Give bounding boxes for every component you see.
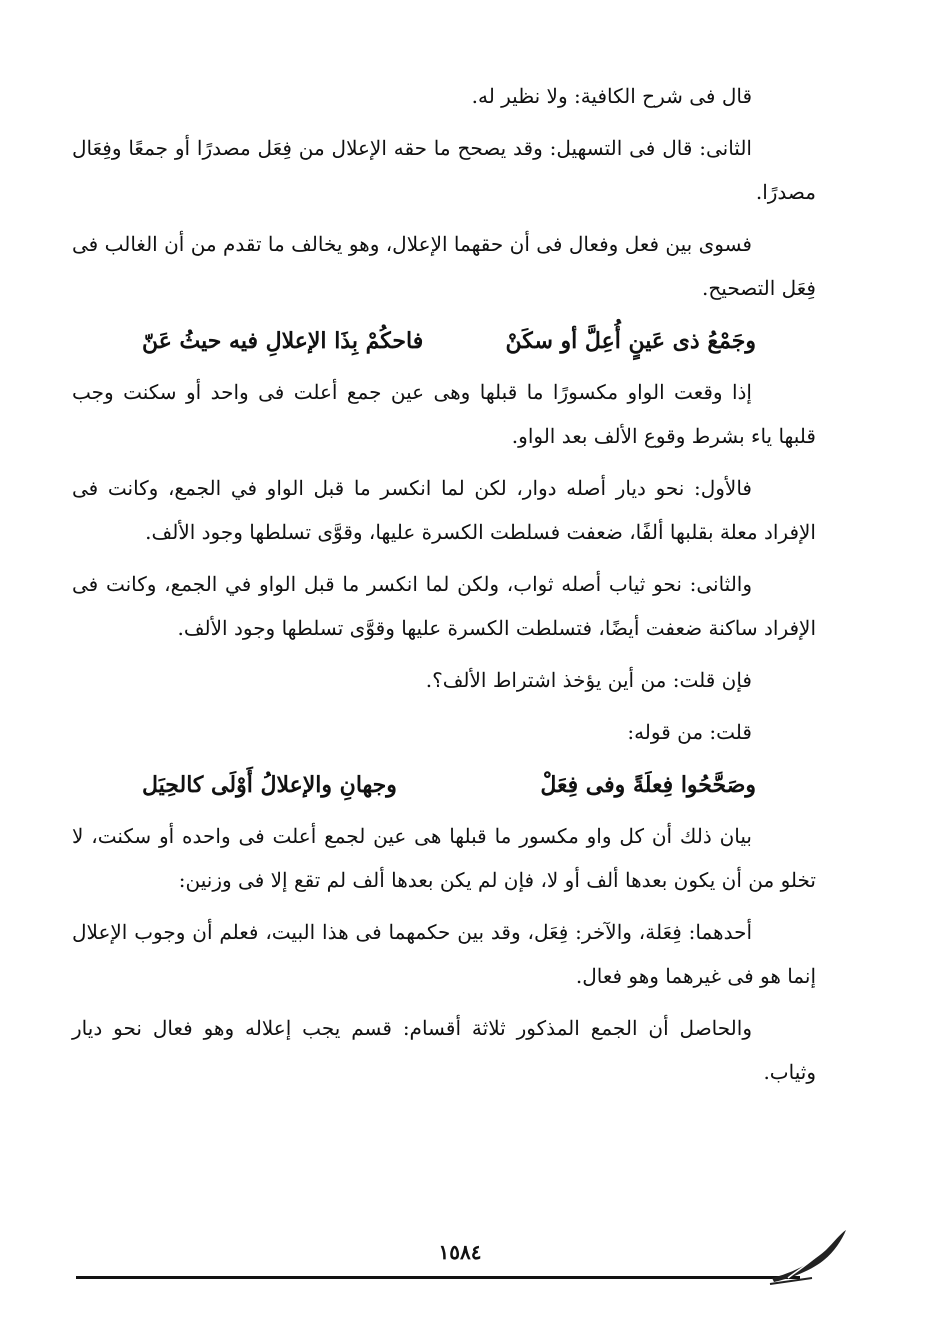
page-number: ١٥٨٤ [438,1240,482,1264]
paragraph: أحدهما: فِعَلة، والآخر: فِعَل، وقد بين حكمهما فى هذا البيت، فعلم أن وجوب الإعلال إنما هو فى غيرهما وهو فعال. [72,920,816,988]
paragraph: بيان ذلك أن كل واو مكسور ما قبلها هى عين لجمع أعلت فى واحده أو سكنت، لا تخلو من أن يكون بعدها ألف أو لا، فإن لم يكن بعدها ألف لم تقع إلا فى وزنين: [72,824,816,892]
paragraph: إذا وقعت الواو مكسورًا ما قبلها وهى عين جمع أعلت فى واحد أو سكنت وجب قلبها ياء بشرط وقوع الألف بعد الواو. [72,380,816,448]
verse-second-hemistich: وجهانِ والإعلالُ أَوْلَى كالحِيَل [142,772,397,798]
paragraph: فإن قلت: من أين يؤخذ اشتراط الألف؟. [425,668,752,692]
verse-line [142,762,756,808]
paragraph: قال فى شرح الكافية: ولا نظير له. [471,84,752,108]
verse-first-hemistich: وجَمْعُ ذى عَينٍ أُعِلَّ أو سكَنْ [505,328,756,354]
paragraph: قلت: من قوله: [627,720,752,744]
quill-ornament-icon [768,1226,850,1290]
verse-first-hemistich: وصَحَّحُوا فِعلَةً وفى فِعَلْ [540,772,756,798]
paragraph: فالأول: نحو ديار أصله دوار، لكن لما انكسر ما قبل الواو في الجمع، وكانت فى الإفراد معلة بقلبها ألفًا، ضعفت فسلطت الكسرة عليها، وقوَّى تسلطها وجود الألف. [72,476,816,544]
footer-rule [76,1276,800,1279]
verse-line [142,318,756,364]
paragraph: والحاصل أن الجمع المذكور ثلاثة أقسام: قسم يجب إعلاله وهو فعال نحو ديار وثياب. [72,1016,816,1084]
verse-second-hemistich: فاحكُمْ بِذَا الإعلالِ فيه حيثُ عَنّ [142,328,424,354]
paragraph: فسوى بين فعل وفعال فى أن حقهما الإعلال، وهو يخالف ما تقدم من أن الغالب فى فِعَل التصحيح. [72,232,816,300]
body-text [72,74,816,1102]
paragraph: والثانى: نحو ثياب أصله ثواب، ولكن لما انكسر ما قبل الواو في الجمع، وكانت فى الإفراد ساكنة ضعفت أيضًا، فتسلطت الكسرة عليها وقوَّى تسلطها وجود الألف. [72,572,816,640]
paragraph: الثانى: قال فى التسهيل: وقد يصحح ما حقه الإعلال من فِعَل مصدرًا أو جمعًا وفِعَال مصدرًا. [72,136,816,204]
